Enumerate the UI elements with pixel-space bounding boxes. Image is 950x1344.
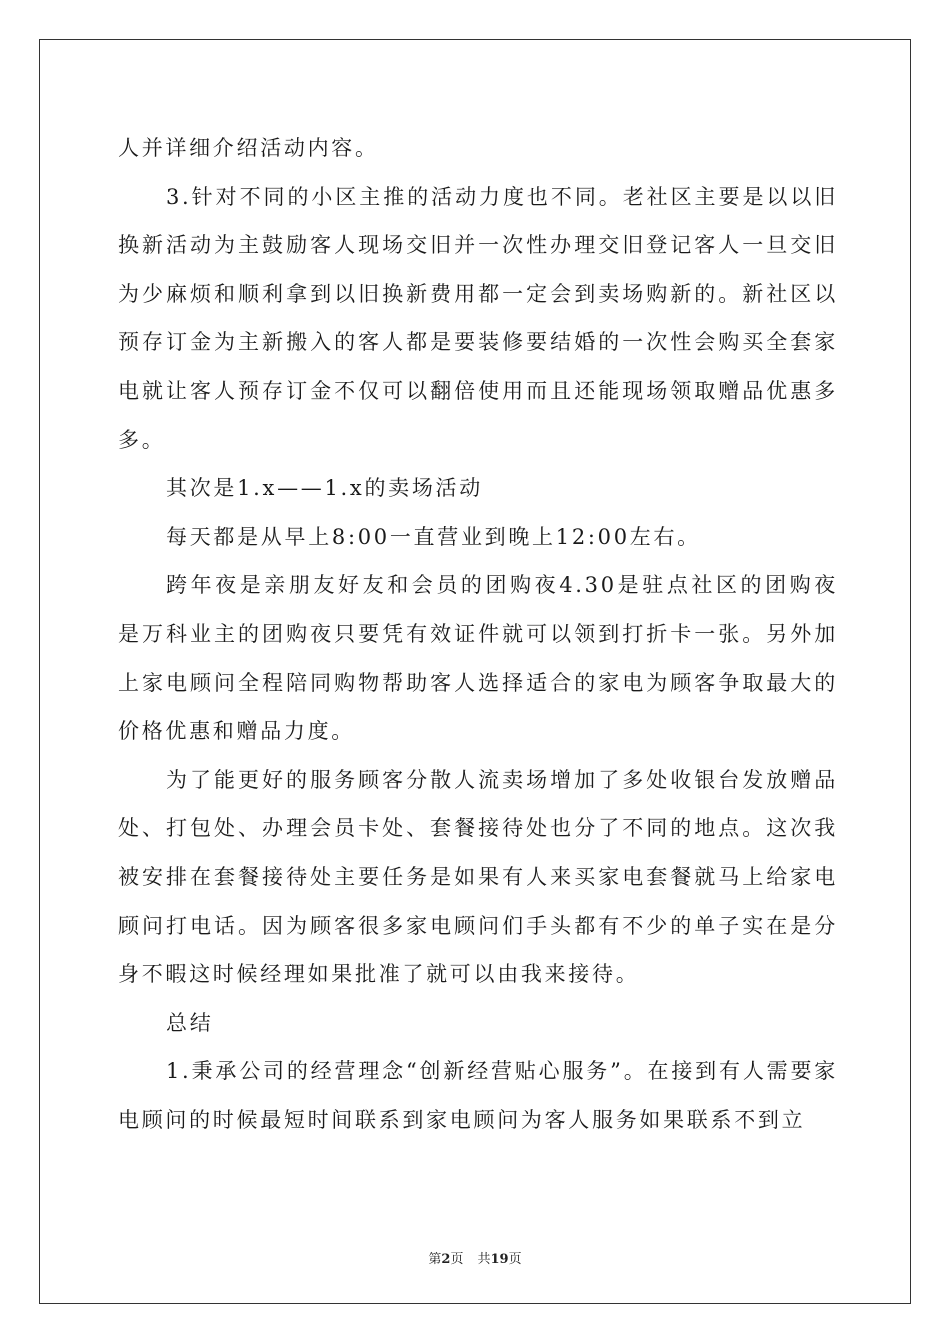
paragraph: 跨年夜是亲朋友好友和会员的团购夜4.30是驻点社区的团购夜是万科业主的团购夜只要凭有效证件就可以领到打折卡一张。另外加上家电顾问全程陪同购物帮助客人选择适合的家电为顾客争取最大的价格优惠和赠品力度。 (118, 573, 838, 744)
paragraph: 其次是1.x——1.x的卖场活动 (166, 476, 483, 501)
paragraph: 1.秉承公司的经营理念“创新经营贴心服务”。在接到有人需要家电顾问的时候最短时间联系到家电顾问为客人服务如果联系不到立 (118, 1059, 838, 1132)
page-prefix: 第 (428, 1252, 442, 1267)
paragraph: 3.针对不同的小区主推的活动力度也不同。老社区主要是以以旧换新活动为主鼓励客人现场交旧并一次性办理交旧登记客人一旦交旧为少麻烦和顺利拿到以旧换新费用都一定会到卖场购新的。新社区以预存订金为主新搬入的客人都是要装修要结婚的一次性会购买全套家电就让客人预存订金不仅可以翻倍使用而且还能现场领取赠品优惠多多。 (118, 184, 838, 452)
total-pages: 19 (490, 1252, 509, 1267)
total-suffix: 页 (508, 1252, 522, 1267)
paragraph: 人并详细介绍活动内容。 (118, 136, 379, 160)
page-number: 2 (441, 1252, 451, 1267)
section-heading: 总结 (166, 1010, 214, 1035)
page-suffix: 页 (450, 1252, 464, 1267)
paragraph: 为了能更好的服务顾客分散人流卖场增加了多处收银台发放赠品处、打包处、办理会员卡处、套餐接待处也分了不同的地点。这次我被安排在套餐接待处主要任务是如果有人来买家电套餐就马上给家电顾问打电话。因为顾客很多家电顾问们手头都有不少的单子实在是分身不暇这时候经理如果批准了就可以由我来接待。 (118, 767, 838, 987)
page-footer (0, 1248, 950, 1267)
total-prefix: 共 (477, 1252, 491, 1267)
paragraph: 每天都是从早上8:00一直营业到晚上12:00左右。 (166, 524, 701, 549)
document-body (118, 124, 838, 1144)
